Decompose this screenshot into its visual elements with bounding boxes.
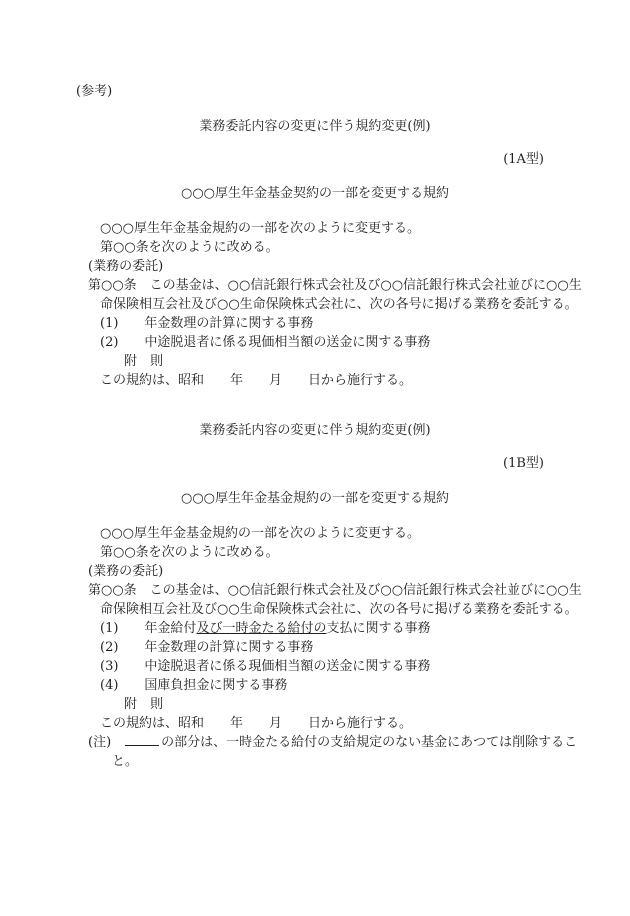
item-number: (2) xyxy=(100,335,119,350)
underlined-text: 及び一時金たる給付の xyxy=(196,621,327,636)
item-number: (2) xyxy=(100,640,119,655)
list-item: (1) 年金給付及び一時金たる給付の支払に関する事務 xyxy=(100,621,431,636)
type-label: (1A型) xyxy=(503,152,544,167)
list-item xyxy=(100,640,313,656)
article-text: 第○○条 この基金は、○○信託銀行株式会社及び○○信託銀行株式会社並びに○○生 xyxy=(88,278,582,293)
list-item xyxy=(100,335,430,351)
item-number: (3) xyxy=(100,659,119,674)
list-item xyxy=(100,316,313,332)
note-label: (注) xyxy=(88,735,112,750)
intro-line: 第○○条を次のように改める。 xyxy=(100,545,279,560)
note-continuation: と。 xyxy=(112,754,139,769)
article-text: 第○○条 この基金は、○○信託銀行株式会社及び○○信託銀行株式会社並びに○○生 xyxy=(88,583,582,598)
type-label: (1B型) xyxy=(503,456,544,471)
section-subtitle: ○○○厚生年金基金規約の一部を変更する規約 xyxy=(180,491,450,506)
section-subtitle: ○○○厚生年金基金契約の一部を変更する規約 xyxy=(180,186,450,201)
supplementary-heading: 附 則 xyxy=(124,354,164,369)
intro-line: ○○○厚生年金基金規約の一部を次のように変更する。 xyxy=(100,526,421,541)
effective-date: この規約は、昭和 年 月 日から施行する。 xyxy=(100,373,413,388)
intro-line: ○○○厚生年金基金規約の一部を次のように変更する。 xyxy=(100,221,421,236)
item-text: 中途脱退者に係る現価相当額の送金に関する事務 xyxy=(144,659,431,674)
list-item xyxy=(100,678,287,694)
section-title: 業務委託内容の変更に伴う規約変更(例) xyxy=(199,423,431,438)
supplementary-heading: 附 則 xyxy=(124,697,164,712)
item-text: 中途脱退者に係る現価相当額の送金に関する事務 xyxy=(144,335,431,350)
item-text: 年金数理の計算に関する事務 xyxy=(144,316,314,331)
effective-date: この規約は、昭和 年 月 日から施行する。 xyxy=(100,716,413,731)
article-heading: (業務の委託) xyxy=(88,564,164,579)
item-text: 国庫負担金に関する事務 xyxy=(144,678,288,693)
note: (注) の部分は、一時金たる給付の支給規定のない基金にあつては削除するこ xyxy=(88,735,578,750)
underline-sample xyxy=(125,735,159,746)
article-heading: (業務の委託) xyxy=(88,259,164,274)
item-number: (1) xyxy=(100,316,119,331)
article-text: 命保険相互会社及び○○生命保険株式会社に、次の各号に掲げる業務を委託する。 xyxy=(100,602,578,617)
intro-line: 第○○条を次のように改める。 xyxy=(100,240,279,255)
reference-label: (参考) xyxy=(76,84,113,99)
item-text: 年金数理の計算に関する事務 xyxy=(144,640,314,655)
article-text: 命保険相互会社及び○○生命保険株式会社に、次の各号に掲げる業務を委託する。 xyxy=(100,297,578,312)
item-number: (1) xyxy=(100,621,119,636)
section-title: 業務委託内容の変更に伴う規約変更(例) xyxy=(199,119,431,134)
list-item xyxy=(100,659,430,675)
item-number: (4) xyxy=(100,678,119,693)
